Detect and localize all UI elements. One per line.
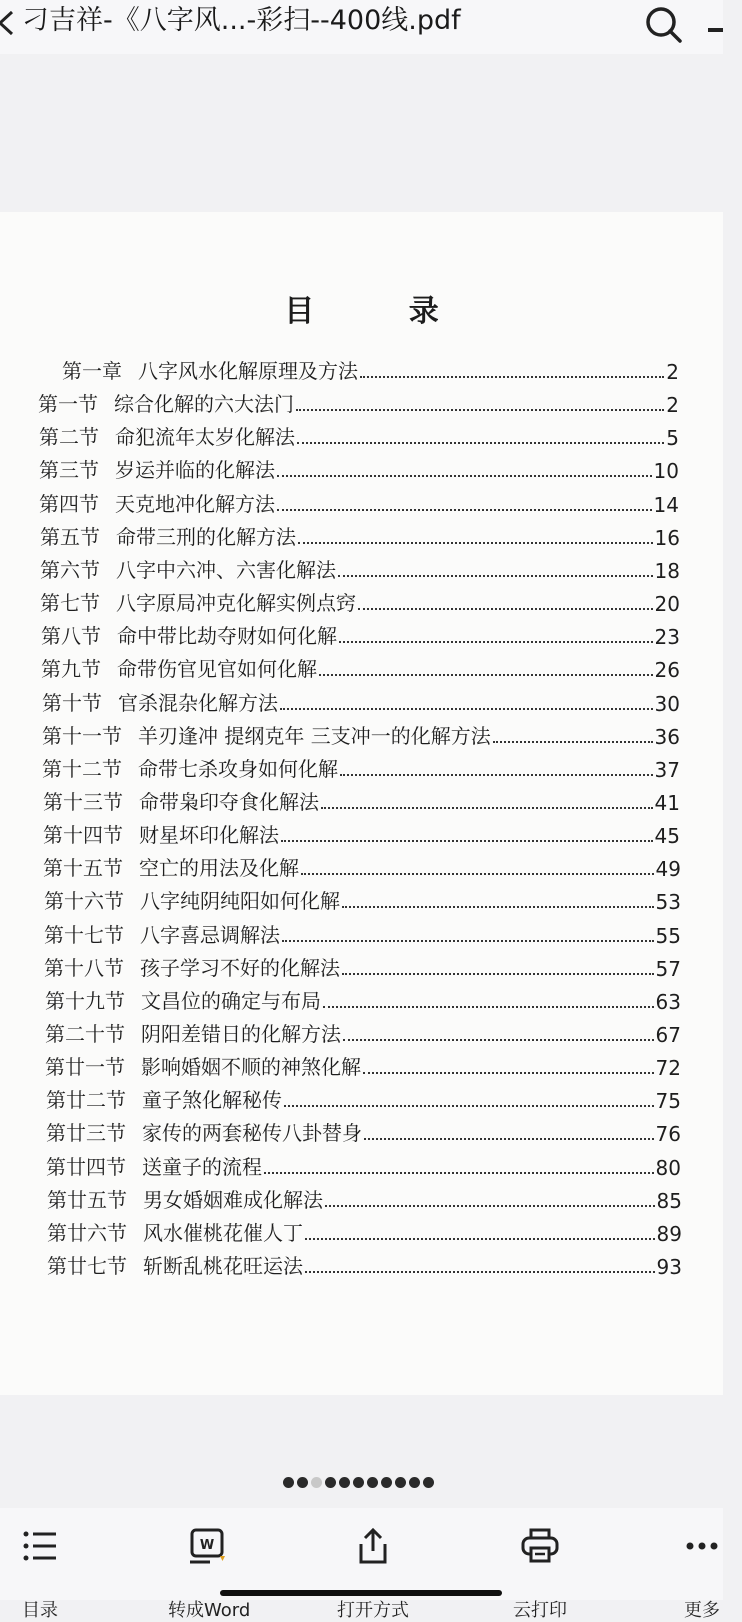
toc-row-title: 送童子的流程 [142, 1154, 262, 1179]
page-dot [423, 1477, 434, 1488]
toc-row-page: 30 [654, 691, 680, 716]
toc-row-title: 风水催桃花催人丁 [143, 1220, 303, 1245]
cloud-print-button[interactable] [500, 1526, 580, 1621]
toc-row[interactable] [47, 1214, 682, 1246]
toc-row-title: 八字原局冲克化解实例点窍 [116, 591, 356, 616]
toc-row-page: 76 [655, 1122, 681, 1147]
toc-row[interactable] [40, 584, 680, 616]
toc-row-title: 孩子学习不好的化解法 [140, 955, 340, 980]
toc-row[interactable] [39, 485, 679, 517]
toc-row-page: 5 [666, 426, 679, 451]
toc-row[interactable] [42, 717, 680, 749]
page-dot [283, 1477, 294, 1488]
toc-row-page: 23 [654, 625, 680, 650]
toc-row-label: 第七节 [40, 591, 100, 616]
toc-row-label: 第十六节 [44, 889, 124, 914]
toc-leader-dots [280, 708, 653, 710]
toc-row-page: 18 [654, 558, 680, 583]
toc-row[interactable] [47, 1247, 682, 1279]
toc-row[interactable] [46, 1081, 681, 1113]
page-dot [395, 1477, 406, 1488]
toc-row[interactable] [43, 783, 680, 815]
cloud-print-label: 云打印 [513, 1600, 567, 1621]
page-dot [353, 1477, 364, 1488]
toc-row-label: 第十七节 [44, 922, 124, 947]
toc-row-label: 第十五节 [43, 856, 123, 881]
toc-row-title: 八字纯阴纯阳如何化解 [140, 889, 340, 914]
toc-leader-dots [363, 1072, 654, 1074]
page-dot [325, 1477, 336, 1488]
toc-row-title: 命带伤官见官如何化解 [117, 657, 317, 682]
share-icon [353, 1526, 393, 1566]
more-button[interactable] [662, 1526, 742, 1621]
toc-row-page: 10 [653, 459, 679, 484]
toc-row-title: 八字喜忌调解法 [140, 922, 280, 947]
toc-row-title: 官杀混杂化解方法 [118, 690, 278, 715]
toc-row-page: 49 [655, 857, 681, 882]
word-convert-icon [188, 1526, 228, 1566]
toc-row-page: 2 [666, 360, 679, 384]
toc-row[interactable] [44, 949, 681, 981]
toc-row-title: 综合化解的六大法门 [114, 392, 294, 417]
toc-row[interactable] [39, 451, 679, 483]
toc-leader-dots [321, 807, 653, 809]
page-heading: 目 录 [284, 294, 481, 329]
open-with-button[interactable] [333, 1526, 413, 1621]
toc-row-label: 第八节 [41, 624, 101, 649]
toc-row-label: 第三节 [39, 458, 99, 483]
toc-row-title: 命带七杀攻身如何化解 [138, 756, 338, 781]
toc-row[interactable] [46, 1114, 681, 1146]
toc-row-label: 第十二节 [42, 756, 122, 781]
toc-row-label: 第二十节 [45, 1022, 125, 1046]
toc-row-page: 53 [655, 890, 681, 915]
toc-leader-dots [493, 741, 653, 743]
toc-row-page: 20 [654, 592, 680, 617]
toc-row[interactable] [42, 750, 680, 782]
toc-row-page: 89 [656, 1221, 682, 1246]
toc-row[interactable] [40, 518, 680, 550]
page-indicator [283, 1474, 434, 1490]
toc-row-title: 斩断乱桃花旺运法 [143, 1254, 303, 1279]
more-label: 更多 [684, 1600, 720, 1621]
toc-row-title: 空亡的用法及化解 [139, 856, 299, 881]
page-dot [367, 1477, 378, 1488]
toc-row-title: 影响婚姻不顺的神煞化解 [141, 1055, 361, 1080]
toc-row-page: 93 [656, 1255, 682, 1280]
toc-row-title: 岁运并临的化解法 [115, 458, 275, 483]
toc-row-page: 85 [656, 1188, 682, 1213]
toc-row-label: 第五节 [40, 524, 100, 549]
toc-leader-dots [297, 442, 664, 444]
page-dot [409, 1477, 420, 1488]
toc-row-page: 75 [655, 1089, 681, 1114]
home-indicator [220, 1590, 502, 1596]
list-icon [20, 1526, 60, 1566]
toc-leader-dots [277, 509, 652, 511]
toc-row[interactable] [45, 982, 681, 1014]
convert-word-button[interactable] [168, 1526, 251, 1621]
toc-row-page: 2 [666, 393, 679, 418]
toc-row-page: 37 [654, 757, 680, 782]
toc-row[interactable] [47, 1181, 682, 1213]
toc-row-label: 第六节 [40, 557, 100, 582]
toc-row-page: 41 [654, 790, 680, 815]
toc-leader-dots [338, 575, 653, 577]
toc-row-title: 家传的两套秘传八卦替身 [142, 1121, 362, 1146]
toc-leader-dots [339, 641, 653, 643]
toc-row-title: 童子煞化解秘传 [142, 1088, 282, 1113]
toc-leader-dots [284, 1105, 654, 1107]
toc-row-page: 14 [653, 492, 679, 517]
toc-row-label: 第十四节 [43, 823, 123, 848]
toc-row-page: 26 [654, 658, 680, 683]
toc-row-title: 八字中六冲、六害化解法 [116, 557, 336, 582]
page-dot [297, 1477, 308, 1488]
toc-row-title: 天克地冲化解方法 [115, 491, 275, 516]
toc-row-page: 16 [654, 525, 680, 550]
toc-row[interactable] [46, 1148, 681, 1180]
toc-row-page: 55 [655, 923, 681, 948]
toc-leader-dots [298, 542, 653, 544]
svg-text:W: W [199, 1538, 215, 1553]
toc-row[interactable] [45, 1015, 681, 1047]
toc-row-label: 第十九节 [45, 988, 125, 1013]
toc-button[interactable] [0, 1526, 80, 1621]
toc-row-title: 文昌位的确定与布局 [141, 988, 321, 1013]
toc-row[interactable] [43, 849, 681, 881]
toc-row-title: 羊刃逢冲 提纲克年 三支冲一的化解方法 [138, 723, 491, 748]
toc-leader-dots [282, 940, 654, 942]
toc-row-title: 财星坏印化解法 [139, 823, 279, 848]
toc-row[interactable] [42, 684, 680, 716]
toc-leader-dots [301, 873, 654, 875]
toc-row-label: 第廿七节 [47, 1254, 127, 1279]
toc-row-label: 第廿二节 [46, 1088, 126, 1113]
toc-row[interactable] [44, 916, 681, 948]
toc-row[interactable] [38, 385, 679, 417]
toc-leader-dots [342, 906, 654, 908]
toc-leader-dots [281, 840, 653, 842]
page-dot [339, 1477, 350, 1488]
toc-row-label: 第二节 [39, 425, 99, 450]
page-dot [311, 1477, 322, 1488]
toc-row[interactable] [45, 1048, 681, 1080]
toc-row-label: 第一章 [62, 359, 122, 383]
printer-icon [520, 1526, 560, 1566]
toc-row-label: 第十三节 [43, 789, 123, 814]
top-bar [0, 0, 723, 54]
toc-row-title: 命带枭印夺食化解法 [139, 789, 319, 814]
toc-row-label: 第廿五节 [47, 1187, 127, 1212]
toc-leader-dots [319, 674, 653, 676]
toc-row[interactable] [43, 816, 680, 848]
open-with-label: 打开方式 [337, 1600, 409, 1621]
toc-row-label: 第四节 [39, 491, 99, 516]
toc-row-title: 命中带比劫夺财如何化解 [117, 624, 337, 649]
toc-row-label: 第十一节 [42, 723, 122, 748]
menu-edge-icon[interactable] [708, 28, 723, 32]
toc-row-label: 第廿三节 [46, 1121, 126, 1146]
toc-leader-dots [342, 973, 654, 975]
toc-row-title: 阴阳差错日的化解方法 [141, 1022, 341, 1046]
toc-row-label: 第九节 [41, 657, 101, 682]
pdf-page[interactable] [0, 212, 723, 1395]
page-dot [381, 1477, 392, 1488]
toc-row-label: 第十八节 [44, 955, 124, 980]
toc-row-page: 80 [655, 1155, 681, 1180]
toc-leader-dots [364, 1138, 654, 1140]
toc-leader-dots [296, 409, 664, 411]
toc-row-label: 第廿四节 [46, 1154, 126, 1179]
chevron-left-icon[interactable] [0, 8, 18, 38]
toc-row-page: 72 [655, 1056, 681, 1081]
toc-leader-dots [358, 608, 653, 610]
toc-leader-dots [325, 1205, 655, 1207]
toc-row-page: 57 [655, 956, 681, 981]
toc-row-label: 第廿六节 [47, 1220, 127, 1245]
toc-row-title: 八字风水化解原理及方法 [138, 359, 358, 383]
toc-row[interactable] [62, 352, 679, 384]
toc-row-page: 45 [654, 824, 680, 849]
toc-row[interactable] [44, 882, 681, 914]
toc-row-title: 命带三刑的化解方法 [116, 524, 296, 549]
viewer-gap [0, 54, 723, 212]
toc-leader-dots [305, 1238, 655, 1240]
toc-row-title: 命犯流年太岁化解法 [115, 425, 295, 450]
toc-row-page: 63 [655, 989, 681, 1014]
toc-button-label: 目录 [22, 1600, 58, 1621]
more-icon [682, 1526, 722, 1566]
toc-leader-dots [264, 1172, 654, 1174]
toc-leader-dots [343, 1039, 654, 1041]
toc-row-label: 第十节 [42, 690, 102, 715]
toc-leader-dots [323, 1006, 654, 1008]
convert-word-label: 转成Word [168, 1600, 251, 1621]
toc-row[interactable] [41, 617, 680, 649]
search-icon[interactable] [644, 5, 684, 45]
toc-row[interactable] [39, 418, 679, 450]
toc-row-label: 第一节 [38, 392, 98, 417]
toc-row[interactable] [41, 650, 680, 682]
toc-leader-dots [305, 1271, 655, 1273]
toc-row-label: 第廿一节 [45, 1055, 125, 1080]
bottom-toolbar [0, 1508, 723, 1621]
toc-row-title: 男女婚姻难成化解法 [143, 1187, 323, 1212]
toc-row-page: 67 [655, 1023, 681, 1047]
toc-row-page: 36 [654, 724, 680, 749]
document-title: 刁吉祥-《八字风...-彩扫--400线.pdf [22, 5, 461, 36]
toc-row[interactable] [40, 551, 680, 583]
toc-leader-dots [360, 376, 664, 378]
toc-leader-dots [277, 475, 652, 477]
toc-leader-dots [340, 774, 653, 776]
